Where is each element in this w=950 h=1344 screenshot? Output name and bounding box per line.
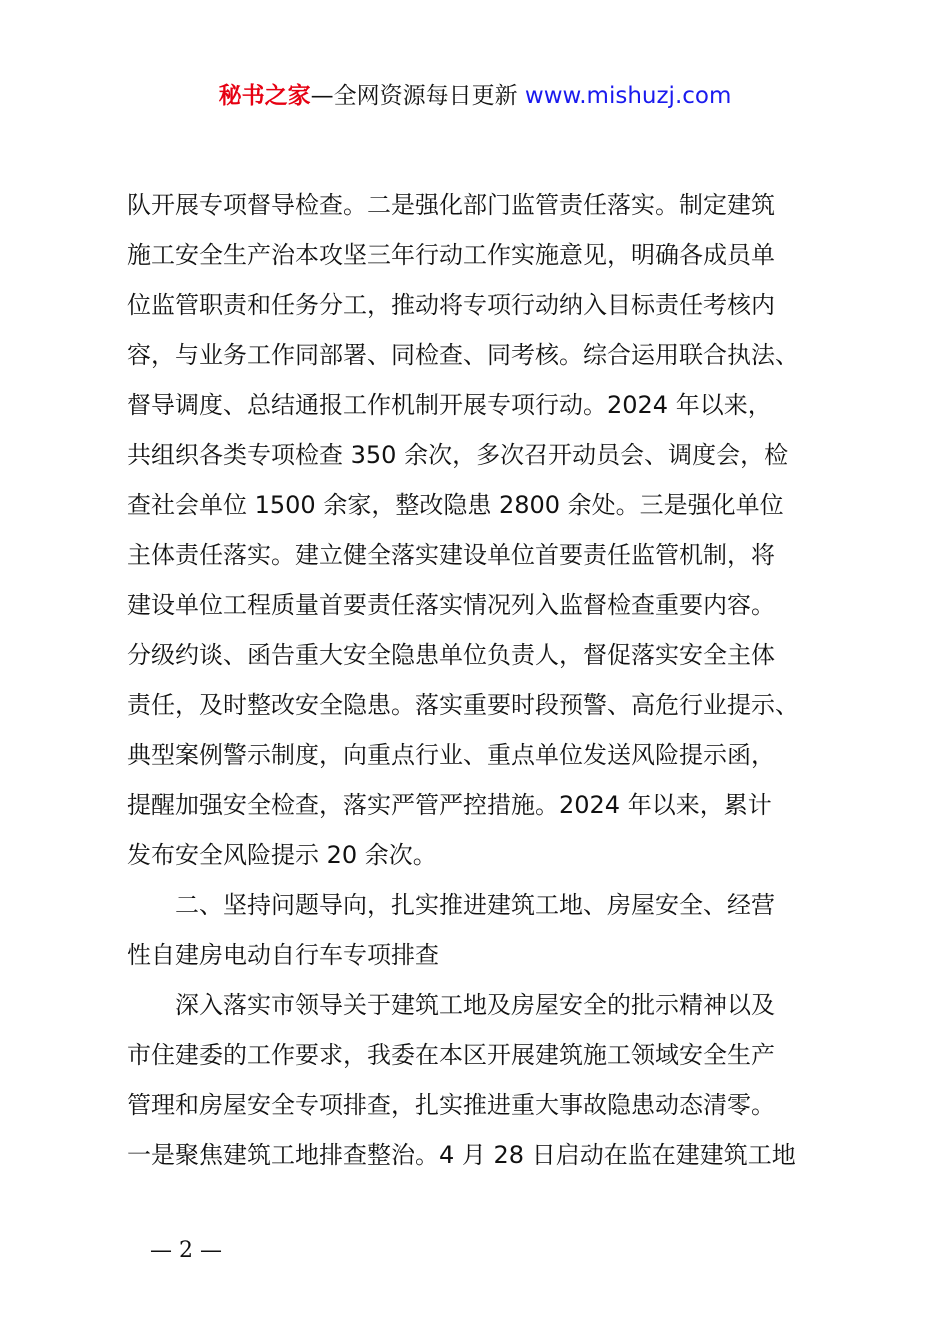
text-line: 队开展专项督导检查。二是强化部门监管责任落实。制定建筑 [127,191,775,219]
text-line: 市住建委的工作要求，我委在本区开展建筑施工领域安全生产 [127,1041,775,1069]
page-number: — 2 — [150,1238,222,1263]
text-line: 督导调度、总结通报工作机制开展专项行动。2024 年以来， [127,391,772,419]
text-line: 典型案例警示制度，向重点行业、重点单位发送风险提示函， [127,741,775,769]
text-line: 查社会单位 1500 余家，整改隐患 2800 余处。三是强化单位 [127,491,784,519]
text-line: 建设单位工程质量首要责任落实情况列入监督检查重要内容。 [127,591,775,619]
text-line: 容，与业务工作同部署、同检查、同考核。综合运用联合执法、 [127,341,799,369]
site-url-link[interactable]: www.mishuzj.com [524,83,732,109]
brand-name: 秘书之家 [218,83,311,109]
text-line: 位监管职责和任务分工，推动将专项行动纳入目标责任考核内 [127,291,775,319]
section-heading-line: 二、坚持问题导向，扎实推进建筑工地、房屋安全、经营 [175,891,775,919]
header-tagline: —全网资源每日更新 [310,83,518,109]
text-line: 施工安全生产治本攻坚三年行动工作实施意见，明确各成员单 [127,241,775,269]
text-line: 深入落实市领导关于建筑工地及房屋安全的批示精神以及 [175,991,775,1019]
document-body [127,180,847,1180]
text-line: 一是聚焦建筑工地排查整治。4 月 28 日启动在监在建建筑工地 [127,1141,796,1169]
text-line: 管理和房屋安全专项排查，扎实推进重大事故隐患动态清零。 [127,1091,775,1119]
text-line: 分级约谈、函告重大安全隐患单位负责人，督促落实安全主体 [127,641,775,669]
page-header [0,80,950,112]
text-line: 主体责任落实。建立健全落实建设单位首要责任监管机制，将 [127,541,775,569]
text-line: 共组织各类专项检查 350 余次，多次召开动员会、调度会，检 [127,441,789,469]
text-line: 提醒加强安全检查，落实严管严控措施。2024 年以来，累计 [127,791,772,819]
section-heading-line: 性自建房电动自行车专项排查 [127,941,439,969]
text-line: 发布安全风险提示 20 余次。 [127,841,437,869]
text-line: 责任，及时整改安全隐患。落实重要时段预警、高危行业提示、 [127,691,799,719]
